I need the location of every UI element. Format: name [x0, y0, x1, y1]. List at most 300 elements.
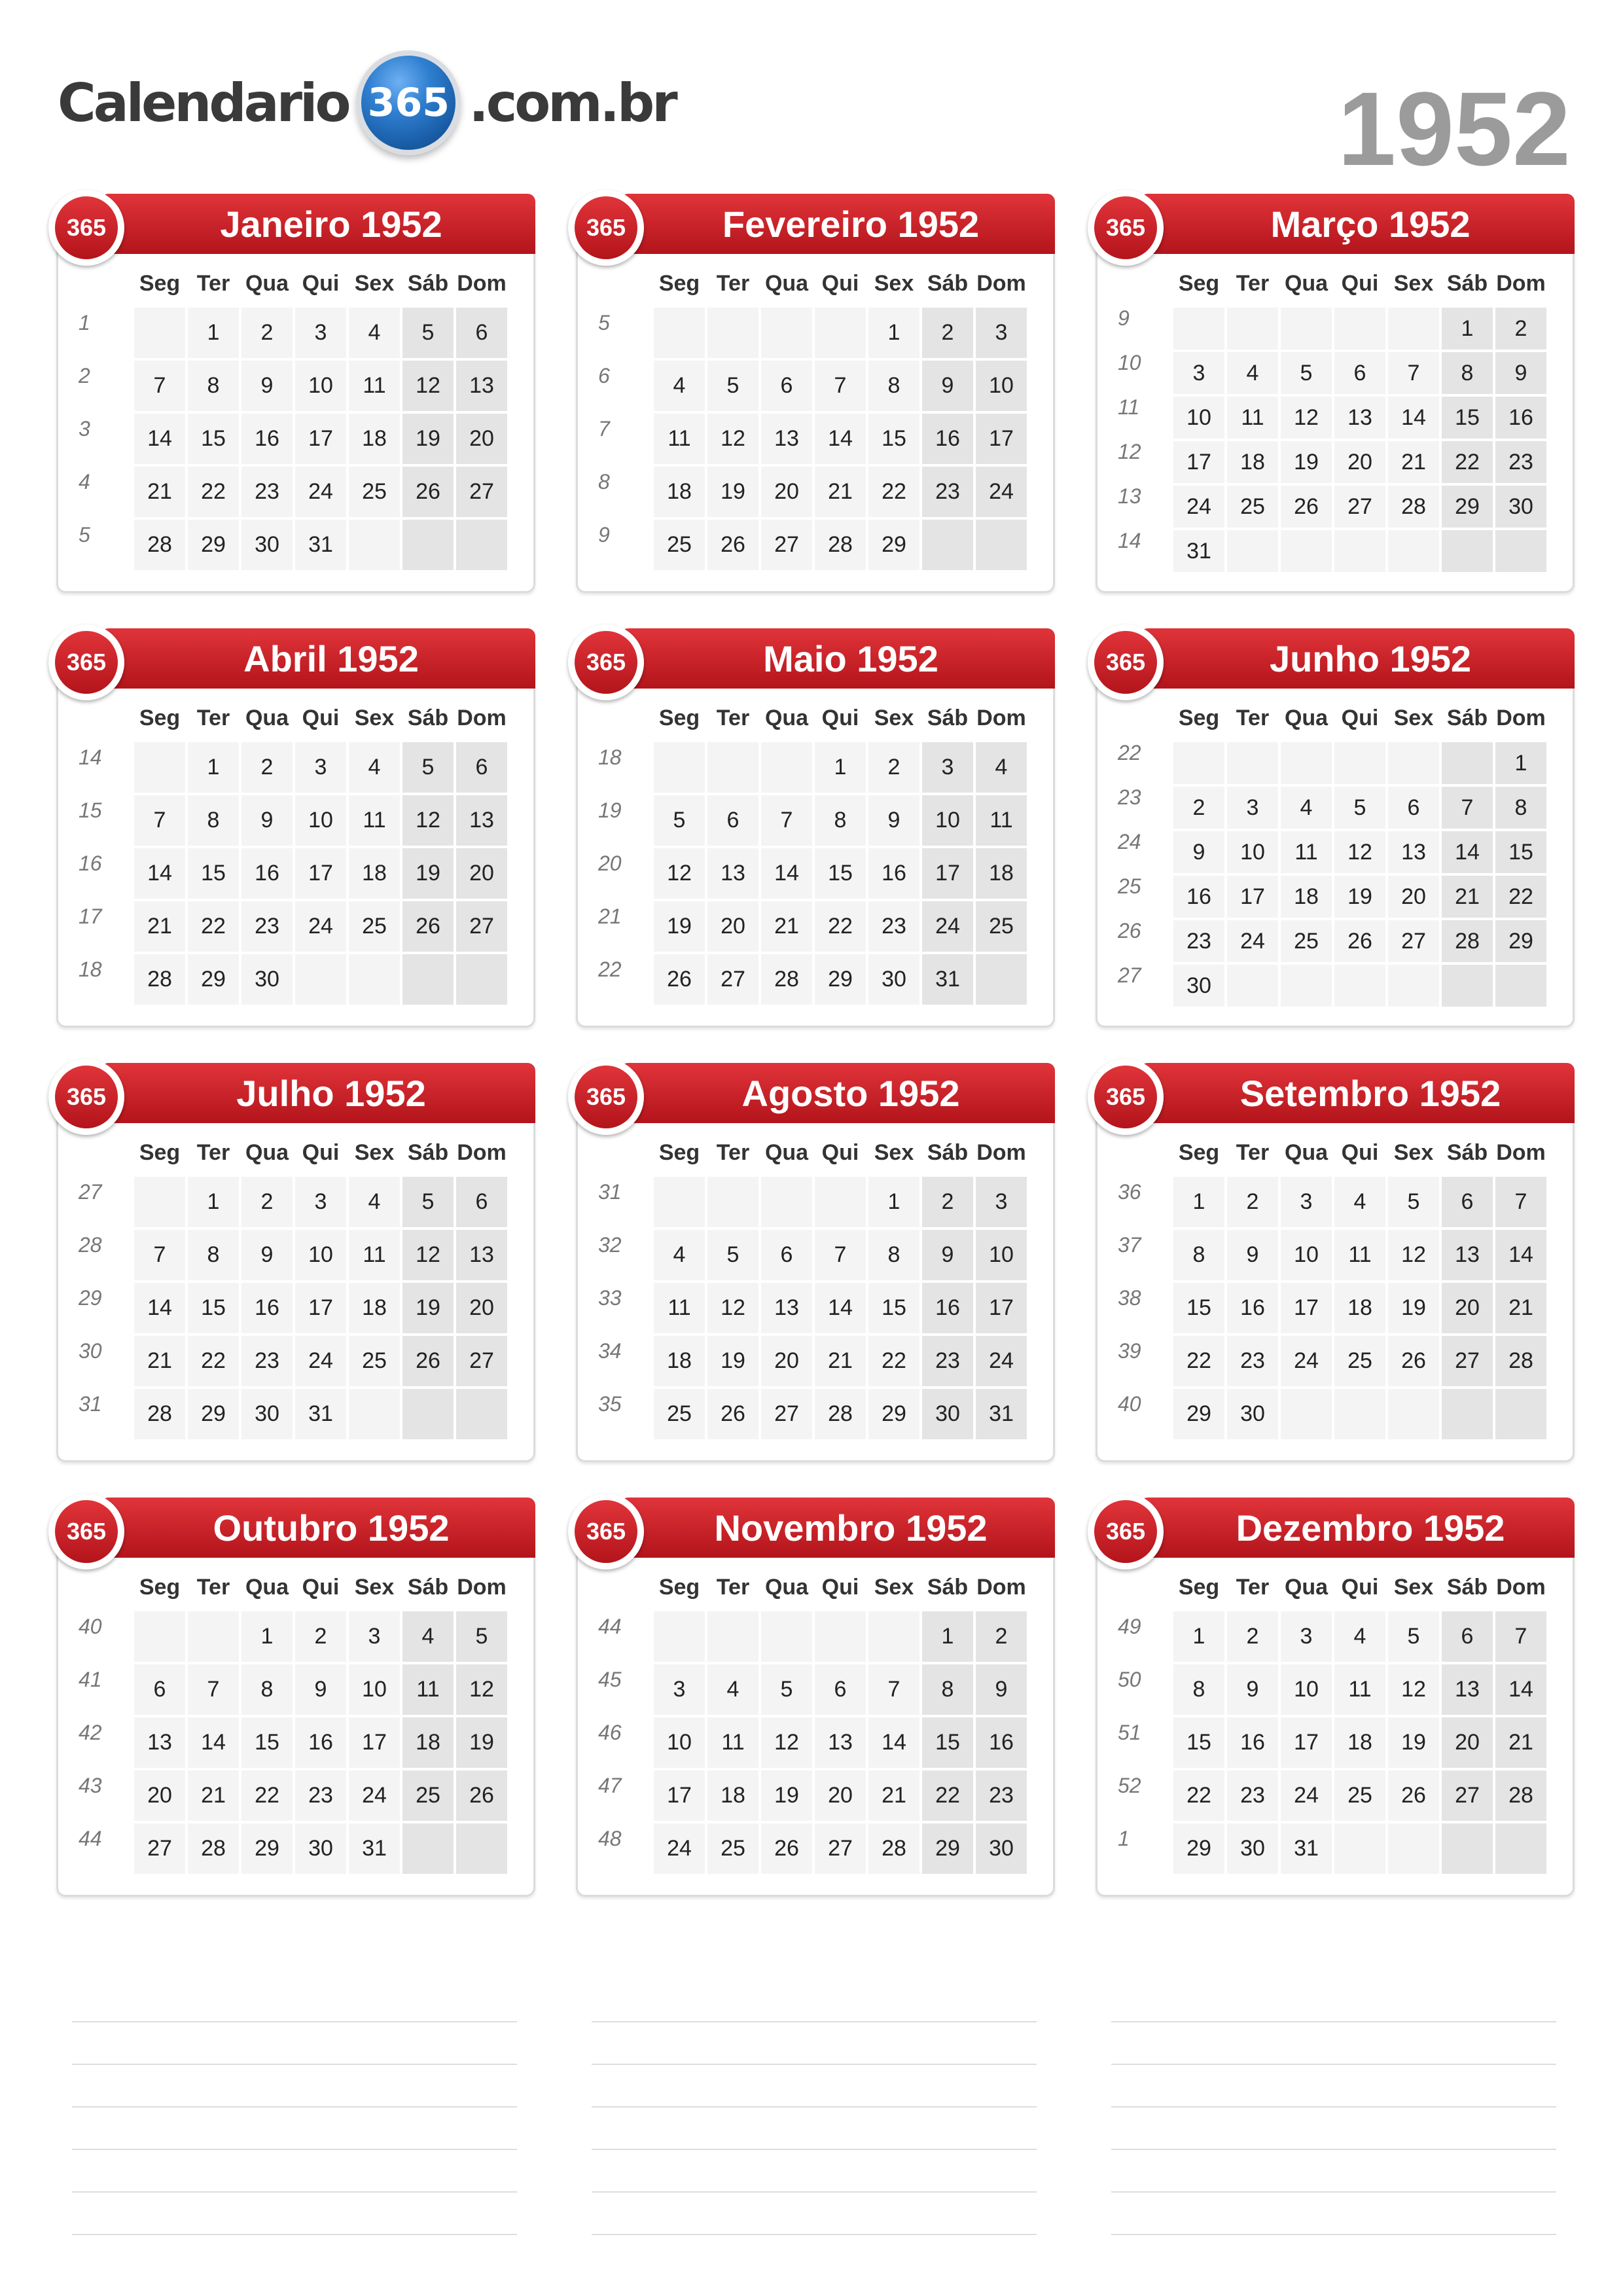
day-cell[interactable]: 18	[1279, 874, 1333, 919]
day-cell[interactable]: 2	[240, 306, 294, 359]
day-cell[interactable]: 6	[455, 1175, 508, 1229]
day-cell[interactable]: 13	[1440, 1663, 1494, 1716]
day-cell[interactable]: 8	[1172, 1229, 1226, 1282]
day-cell[interactable]: 5	[401, 1175, 455, 1229]
day-cell[interactable]: 24	[294, 900, 348, 953]
day-cell[interactable]: 1	[187, 741, 240, 794]
day-cell[interactable]: 10	[294, 359, 348, 412]
day-cell[interactable]: 9	[1226, 1229, 1279, 1282]
day-cell[interactable]: 19	[652, 900, 706, 953]
day-cell[interactable]: 24	[1172, 484, 1226, 529]
day-cell[interactable]: 1	[813, 741, 867, 794]
day-cell[interactable]: 12	[760, 1716, 813, 1769]
day-cell[interactable]: 29	[867, 1388, 921, 1441]
day-cell[interactable]: 20	[1387, 874, 1440, 919]
day-cell[interactable]: 21	[760, 900, 813, 953]
day-cell[interactable]: 1	[187, 306, 240, 359]
day-cell[interactable]: 11	[401, 1663, 455, 1716]
day-cell[interactable]: 14	[813, 412, 867, 465]
day-cell[interactable]: 25	[1279, 919, 1333, 963]
day-cell[interactable]: 1	[867, 1175, 921, 1229]
day-cell[interactable]: 11	[652, 412, 706, 465]
day-cell[interactable]: 27	[133, 1822, 187, 1875]
day-cell[interactable]: 17	[294, 412, 348, 465]
day-cell[interactable]: 13	[455, 794, 508, 847]
day-cell[interactable]: 3	[294, 306, 348, 359]
day-cell[interactable]: 5	[1387, 1610, 1440, 1663]
day-cell[interactable]: 2	[240, 1175, 294, 1229]
day-cell[interactable]: 3	[974, 1175, 1028, 1229]
day-cell[interactable]: 23	[294, 1769, 348, 1822]
day-cell[interactable]: 29	[187, 1388, 240, 1441]
day-cell[interactable]: 17	[1172, 440, 1226, 484]
day-cell[interactable]: 30	[240, 1388, 294, 1441]
day-cell[interactable]: 28	[133, 1388, 187, 1441]
day-cell[interactable]: 6	[1333, 351, 1387, 395]
day-cell[interactable]: 23	[921, 1335, 974, 1388]
day-cell[interactable]: 6	[760, 1229, 813, 1282]
day-cell[interactable]: 29	[187, 953, 240, 1006]
day-cell[interactable]: 12	[1279, 395, 1333, 440]
day-cell[interactable]: 28	[133, 953, 187, 1006]
day-cell[interactable]: 22	[240, 1769, 294, 1822]
day-cell[interactable]: 22	[867, 465, 921, 518]
day-cell[interactable]: 14	[1387, 395, 1440, 440]
day-cell[interactable]: 20	[1440, 1282, 1494, 1335]
day-cell[interactable]: 23	[240, 900, 294, 953]
day-cell[interactable]: 10	[974, 359, 1028, 412]
day-cell[interactable]: 7	[760, 794, 813, 847]
day-cell[interactable]: 24	[294, 465, 348, 518]
day-cell[interactable]: 24	[348, 1769, 401, 1822]
day-cell[interactable]: 28	[187, 1822, 240, 1875]
day-cell[interactable]: 14	[813, 1282, 867, 1335]
day-cell[interactable]: 14	[187, 1716, 240, 1769]
day-cell[interactable]: 24	[1226, 919, 1279, 963]
day-cell[interactable]: 5	[652, 794, 706, 847]
day-cell[interactable]: 25	[652, 518, 706, 571]
day-cell[interactable]: 19	[760, 1769, 813, 1822]
day-cell[interactable]: 2	[1494, 306, 1548, 351]
day-cell[interactable]: 10	[974, 1229, 1028, 1282]
day-cell[interactable]: 20	[760, 1335, 813, 1388]
day-cell[interactable]: 9	[240, 359, 294, 412]
day-cell[interactable]: 16	[974, 1716, 1028, 1769]
day-cell[interactable]: 3	[294, 741, 348, 794]
day-cell[interactable]: 5	[706, 359, 760, 412]
day-cell[interactable]: 12	[401, 359, 455, 412]
day-cell[interactable]: 21	[133, 900, 187, 953]
day-cell[interactable]: 19	[401, 412, 455, 465]
day-cell[interactable]: 6	[706, 794, 760, 847]
day-cell[interactable]: 11	[1226, 395, 1279, 440]
day-cell[interactable]: 22	[187, 900, 240, 953]
day-cell[interactable]: 15	[240, 1716, 294, 1769]
day-cell[interactable]: 28	[1440, 919, 1494, 963]
day-cell[interactable]: 1	[187, 1175, 240, 1229]
day-cell[interactable]: 8	[187, 794, 240, 847]
day-cell[interactable]: 26	[706, 518, 760, 571]
day-cell[interactable]: 23	[240, 465, 294, 518]
day-cell[interactable]: 26	[401, 1335, 455, 1388]
day-cell[interactable]: 21	[1440, 874, 1494, 919]
day-cell[interactable]: 22	[1172, 1769, 1226, 1822]
day-cell[interactable]: 21	[1494, 1716, 1548, 1769]
day-cell[interactable]: 28	[1494, 1769, 1548, 1822]
day-cell[interactable]: 17	[652, 1769, 706, 1822]
day-cell[interactable]: 5	[1279, 351, 1333, 395]
day-cell[interactable]: 10	[294, 1229, 348, 1282]
day-cell[interactable]: 2	[1172, 785, 1226, 830]
day-cell[interactable]: 8	[921, 1663, 974, 1716]
day-cell[interactable]: 2	[294, 1610, 348, 1663]
day-cell[interactable]: 10	[294, 794, 348, 847]
day-cell[interactable]: 15	[813, 847, 867, 900]
day-cell[interactable]: 4	[974, 741, 1028, 794]
day-cell[interactable]: 20	[1440, 1716, 1494, 1769]
day-cell[interactable]: 6	[1387, 785, 1440, 830]
day-cell[interactable]: 1	[867, 306, 921, 359]
day-cell[interactable]: 25	[348, 465, 401, 518]
day-cell[interactable]: 4	[706, 1663, 760, 1716]
day-cell[interactable]: 23	[1226, 1769, 1279, 1822]
day-cell[interactable]: 11	[348, 794, 401, 847]
day-cell[interactable]: 18	[401, 1716, 455, 1769]
day-cell[interactable]: 26	[1279, 484, 1333, 529]
day-cell[interactable]: 2	[921, 306, 974, 359]
day-cell[interactable]: 27	[760, 1388, 813, 1441]
day-cell[interactable]: 26	[706, 1388, 760, 1441]
day-cell[interactable]: 7	[813, 359, 867, 412]
day-cell[interactable]: 3	[652, 1663, 706, 1716]
day-cell[interactable]: 13	[1440, 1229, 1494, 1282]
day-cell[interactable]: 30	[921, 1388, 974, 1441]
day-cell[interactable]: 10	[1279, 1663, 1333, 1716]
day-cell[interactable]: 22	[921, 1769, 974, 1822]
day-cell[interactable]: 3	[348, 1610, 401, 1663]
day-cell[interactable]: 16	[240, 412, 294, 465]
day-cell[interactable]: 24	[974, 465, 1028, 518]
day-cell[interactable]: 22	[187, 465, 240, 518]
day-cell[interactable]: 24	[294, 1335, 348, 1388]
day-cell[interactable]: 4	[1226, 351, 1279, 395]
day-cell[interactable]: 12	[401, 794, 455, 847]
day-cell[interactable]: 31	[348, 1822, 401, 1875]
day-cell[interactable]: 26	[760, 1822, 813, 1875]
day-cell[interactable]: 18	[1226, 440, 1279, 484]
day-cell[interactable]: 12	[652, 847, 706, 900]
day-cell[interactable]: 2	[867, 741, 921, 794]
day-cell[interactable]: 18	[652, 1335, 706, 1388]
day-cell[interactable]: 31	[1172, 529, 1226, 573]
day-cell[interactable]: 17	[1279, 1282, 1333, 1335]
day-cell[interactable]: 15	[867, 1282, 921, 1335]
day-cell[interactable]: 31	[294, 1388, 348, 1441]
day-cell[interactable]: 29	[1494, 919, 1548, 963]
day-cell[interactable]: 6	[455, 306, 508, 359]
day-cell[interactable]: 20	[706, 900, 760, 953]
day-cell[interactable]: 2	[1226, 1175, 1279, 1229]
day-cell[interactable]: 16	[867, 847, 921, 900]
day-cell[interactable]: 3	[294, 1175, 348, 1229]
day-cell[interactable]: 12	[706, 412, 760, 465]
day-cell[interactable]: 28	[867, 1822, 921, 1875]
day-cell[interactable]: 7	[133, 1229, 187, 1282]
day-cell[interactable]: 4	[348, 1175, 401, 1229]
day-cell[interactable]: 13	[455, 359, 508, 412]
day-cell[interactable]: 30	[240, 953, 294, 1006]
day-cell[interactable]: 24	[921, 900, 974, 953]
day-cell[interactable]: 4	[652, 359, 706, 412]
day-cell[interactable]: 29	[187, 518, 240, 571]
day-cell[interactable]: 20	[455, 412, 508, 465]
day-cell[interactable]: 9	[867, 794, 921, 847]
day-cell[interactable]: 16	[294, 1716, 348, 1769]
day-cell[interactable]: 17	[974, 1282, 1028, 1335]
day-cell[interactable]: 16	[240, 847, 294, 900]
day-cell[interactable]: 21	[187, 1769, 240, 1822]
day-cell[interactable]: 8	[867, 359, 921, 412]
day-cell[interactable]: 29	[813, 953, 867, 1006]
day-cell[interactable]: 25	[348, 1335, 401, 1388]
day-cell[interactable]: 14	[1494, 1663, 1548, 1716]
day-cell[interactable]: 14	[133, 1282, 187, 1335]
day-cell[interactable]: 22	[1440, 440, 1494, 484]
day-cell[interactable]: 29	[1172, 1388, 1226, 1441]
day-cell[interactable]: 23	[1226, 1335, 1279, 1388]
day-cell[interactable]: 21	[1387, 440, 1440, 484]
day-cell[interactable]: 2	[240, 741, 294, 794]
day-cell[interactable]: 16	[1494, 395, 1548, 440]
day-cell[interactable]: 30	[1494, 484, 1548, 529]
day-cell[interactable]: 19	[1387, 1282, 1440, 1335]
day-cell[interactable]: 1	[240, 1610, 294, 1663]
day-cell[interactable]: 19	[401, 847, 455, 900]
day-cell[interactable]: 19	[706, 1335, 760, 1388]
day-cell[interactable]: 16	[1172, 874, 1226, 919]
day-cell[interactable]: 15	[187, 847, 240, 900]
site-logo[interactable]	[58, 47, 675, 158]
day-cell[interactable]: 20	[1333, 440, 1387, 484]
day-cell[interactable]: 5	[455, 1610, 508, 1663]
day-cell[interactable]: 25	[706, 1822, 760, 1875]
day-cell[interactable]: 17	[974, 412, 1028, 465]
day-cell[interactable]: 28	[813, 518, 867, 571]
day-cell[interactable]: 5	[760, 1663, 813, 1716]
day-cell[interactable]: 5	[401, 741, 455, 794]
day-cell[interactable]: 2	[1226, 1610, 1279, 1663]
day-cell[interactable]: 12	[1387, 1229, 1440, 1282]
day-cell[interactable]: 25	[1333, 1335, 1387, 1388]
day-cell[interactable]: 27	[760, 518, 813, 571]
day-cell[interactable]: 20	[760, 465, 813, 518]
day-cell[interactable]: 14	[1440, 830, 1494, 874]
day-cell[interactable]: 10	[1279, 1229, 1333, 1282]
day-cell[interactable]: 3	[921, 741, 974, 794]
day-cell[interactable]: 26	[1387, 1335, 1440, 1388]
day-cell[interactable]: 23	[867, 900, 921, 953]
day-cell[interactable]: 29	[1440, 484, 1494, 529]
day-cell[interactable]: 26	[1333, 919, 1387, 963]
day-cell[interactable]: 13	[706, 847, 760, 900]
day-cell[interactable]: 13	[813, 1716, 867, 1769]
day-cell[interactable]: 14	[1494, 1229, 1548, 1282]
day-cell[interactable]: 30	[974, 1822, 1028, 1875]
day-cell[interactable]: 5	[1333, 785, 1387, 830]
day-cell[interactable]: 6	[1440, 1175, 1494, 1229]
day-cell[interactable]: 2	[921, 1175, 974, 1229]
day-cell[interactable]: 23	[921, 465, 974, 518]
day-cell[interactable]: 7	[1494, 1175, 1548, 1229]
day-cell[interactable]: 18	[652, 465, 706, 518]
day-cell[interactable]: 14	[133, 412, 187, 465]
day-cell[interactable]: 1	[1172, 1175, 1226, 1229]
day-cell[interactable]: 4	[1333, 1610, 1387, 1663]
day-cell[interactable]: 27	[1333, 484, 1387, 529]
day-cell[interactable]: 7	[813, 1229, 867, 1282]
day-cell[interactable]: 21	[867, 1769, 921, 1822]
day-cell[interactable]: 20	[813, 1769, 867, 1822]
day-cell[interactable]: 18	[348, 412, 401, 465]
day-cell[interactable]: 4	[1279, 785, 1333, 830]
day-cell[interactable]: 18	[706, 1769, 760, 1822]
day-cell[interactable]: 22	[1494, 874, 1548, 919]
day-cell[interactable]: 17	[921, 847, 974, 900]
day-cell[interactable]: 15	[1440, 395, 1494, 440]
day-cell[interactable]: 26	[652, 953, 706, 1006]
day-cell[interactable]: 18	[348, 1282, 401, 1335]
day-cell[interactable]: 8	[1440, 351, 1494, 395]
day-cell[interactable]: 20	[455, 847, 508, 900]
day-cell[interactable]: 10	[921, 794, 974, 847]
day-cell[interactable]: 31	[974, 1388, 1028, 1441]
day-cell[interactable]: 10	[1226, 830, 1279, 874]
day-cell[interactable]: 30	[1226, 1388, 1279, 1441]
day-cell[interactable]: 12	[401, 1229, 455, 1282]
day-cell[interactable]: 1	[1494, 741, 1548, 785]
day-cell[interactable]: 9	[1226, 1663, 1279, 1716]
day-cell[interactable]: 18	[1333, 1282, 1387, 1335]
day-cell[interactable]: 21	[813, 1335, 867, 1388]
day-cell[interactable]: 31	[921, 953, 974, 1006]
day-cell[interactable]: 8	[187, 359, 240, 412]
day-cell[interactable]: 10	[348, 1663, 401, 1716]
day-cell[interactable]: 21	[1494, 1282, 1548, 1335]
day-cell[interactable]: 10	[1172, 395, 1226, 440]
day-cell[interactable]: 27	[455, 465, 508, 518]
day-cell[interactable]: 28	[1494, 1335, 1548, 1388]
day-cell[interactable]: 6	[1440, 1610, 1494, 1663]
day-cell[interactable]: 3	[1172, 351, 1226, 395]
day-cell[interactable]: 15	[1172, 1716, 1226, 1769]
day-cell[interactable]: 16	[240, 1282, 294, 1335]
day-cell[interactable]: 8	[240, 1663, 294, 1716]
day-cell[interactable]: 4	[1333, 1175, 1387, 1229]
day-cell[interactable]: 15	[187, 1282, 240, 1335]
day-cell[interactable]: 6	[133, 1663, 187, 1716]
day-cell[interactable]: 7	[1494, 1610, 1548, 1663]
day-cell[interactable]: 28	[133, 518, 187, 571]
day-cell[interactable]: 16	[1226, 1282, 1279, 1335]
day-cell[interactable]: 6	[455, 741, 508, 794]
day-cell[interactable]: 9	[1172, 830, 1226, 874]
day-cell[interactable]: 12	[706, 1282, 760, 1335]
day-cell[interactable]: 5	[706, 1229, 760, 1282]
day-cell[interactable]: 15	[921, 1716, 974, 1769]
day-cell[interactable]: 30	[1226, 1822, 1279, 1875]
day-cell[interactable]: 7	[187, 1663, 240, 1716]
day-cell[interactable]: 19	[401, 1282, 455, 1335]
day-cell[interactable]: 27	[1387, 919, 1440, 963]
day-cell[interactable]: 19	[1333, 874, 1387, 919]
day-cell[interactable]: 16	[921, 1282, 974, 1335]
day-cell[interactable]: 15	[1494, 830, 1548, 874]
day-cell[interactable]: 14	[867, 1716, 921, 1769]
day-cell[interactable]: 9	[240, 1229, 294, 1282]
day-cell[interactable]: 29	[1172, 1822, 1226, 1875]
day-cell[interactable]: 21	[813, 465, 867, 518]
day-cell[interactable]: 1	[921, 1610, 974, 1663]
day-cell[interactable]: 17	[1279, 1716, 1333, 1769]
day-cell[interactable]: 9	[1494, 351, 1548, 395]
day-cell[interactable]: 24	[1279, 1769, 1333, 1822]
day-cell[interactable]: 25	[348, 900, 401, 953]
day-cell[interactable]: 4	[348, 306, 401, 359]
day-cell[interactable]: 29	[867, 518, 921, 571]
day-cell[interactable]: 23	[1494, 440, 1548, 484]
day-cell[interactable]: 5	[1387, 1175, 1440, 1229]
day-cell[interactable]: 17	[348, 1716, 401, 1769]
day-cell[interactable]: 24	[652, 1822, 706, 1875]
day-cell[interactable]: 25	[974, 900, 1028, 953]
day-cell[interactable]: 11	[1333, 1663, 1387, 1716]
day-cell[interactable]: 9	[921, 1229, 974, 1282]
day-cell[interactable]: 27	[1440, 1335, 1494, 1388]
day-cell[interactable]: 17	[294, 1282, 348, 1335]
day-cell[interactable]: 8	[1172, 1663, 1226, 1716]
day-cell[interactable]: 11	[974, 794, 1028, 847]
day-cell[interactable]: 25	[1226, 484, 1279, 529]
day-cell[interactable]: 22	[1172, 1335, 1226, 1388]
day-cell[interactable]: 18	[1333, 1716, 1387, 1769]
day-cell[interactable]: 19	[1279, 440, 1333, 484]
day-cell[interactable]: 10	[652, 1716, 706, 1769]
day-cell[interactable]: 30	[240, 518, 294, 571]
day-cell[interactable]: 26	[1387, 1769, 1440, 1822]
day-cell[interactable]: 30	[294, 1822, 348, 1875]
day-cell[interactable]: 18	[348, 847, 401, 900]
day-cell[interactable]: 12	[1387, 1663, 1440, 1716]
day-cell[interactable]: 27	[1440, 1769, 1494, 1822]
day-cell[interactable]: 9	[240, 794, 294, 847]
day-cell[interactable]: 8	[187, 1229, 240, 1282]
day-cell[interactable]: 17	[1226, 874, 1279, 919]
day-cell[interactable]: 24	[974, 1335, 1028, 1388]
day-cell[interactable]: 3	[974, 306, 1028, 359]
day-cell[interactable]: 11	[706, 1716, 760, 1769]
day-cell[interactable]: 13	[760, 412, 813, 465]
day-cell[interactable]: 22	[813, 900, 867, 953]
day-cell[interactable]: 23	[974, 1769, 1028, 1822]
day-cell[interactable]: 28	[1387, 484, 1440, 529]
day-cell[interactable]: 19	[1387, 1716, 1440, 1769]
day-cell[interactable]: 11	[348, 1229, 401, 1282]
day-cell[interactable]: 4	[652, 1229, 706, 1282]
day-cell[interactable]: 17	[294, 847, 348, 900]
day-cell[interactable]: 11	[348, 359, 401, 412]
day-cell[interactable]: 24	[1279, 1335, 1333, 1388]
day-cell[interactable]: 3	[1279, 1610, 1333, 1663]
